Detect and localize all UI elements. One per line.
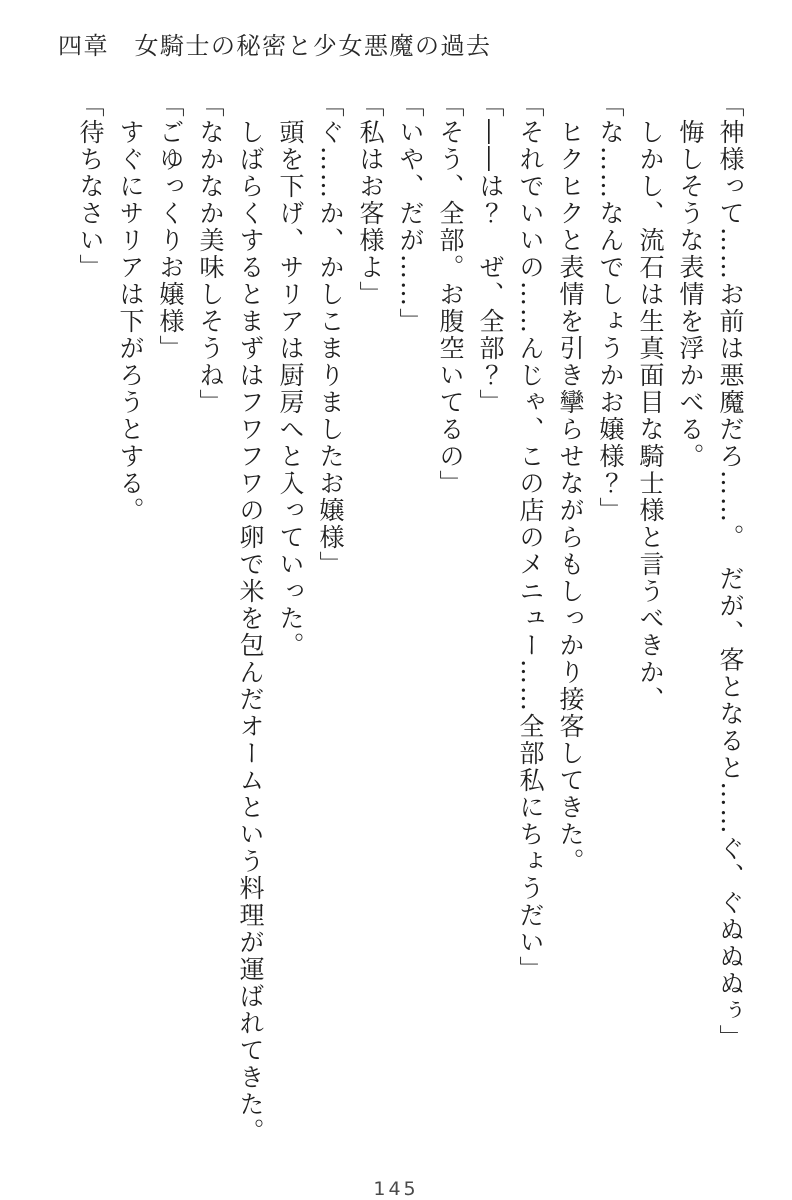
text-line: 「待ちなさい」 (76, 92, 105, 281)
text-line: しばらくするとまずはフワフワの卵で米を包んだオームという料理が運ばれてきた。 (236, 92, 265, 1145)
chapter-heading: 四章 女騎士の秘密と少女悪魔の過去 (58, 32, 492, 60)
text-line: 「ぐ……か、かしこまりましたお嬢様」 (316, 92, 345, 578)
text-line: 「な……なんでしょうかお嬢様？」 (596, 92, 625, 524)
text-line: ヒクヒクと表情を引き攣らせながらもしっかり接客してきた。 (556, 92, 585, 875)
text-line: 「なかなか美味しそうね」 (196, 92, 225, 416)
text-line: 「いや、だが……」 (396, 92, 425, 335)
text-line: 「神様って……お前は悪魔だろ……。 だが、客となると……ぐ、ぐぬぬぬぅ」 (716, 92, 745, 1052)
text-line: 「そう、全部。お腹空いてるの」 (436, 92, 465, 497)
text-line: 「――は？ ぜ、全部？」 (476, 92, 505, 416)
text-line: 頭を下げ、サリアは厨房へと入っていった。 (276, 92, 305, 659)
text-line: 悔しそうな表情を浮かべる。 (676, 92, 705, 470)
text-line: しかし、流石は生真面目な騎士様と言うべきか、 (636, 92, 665, 713)
body-text (70, 92, 750, 1154)
text-line: 「ごゆっくりお嬢様」 (156, 92, 185, 362)
text-line: 「それでいいの……んじゃ、この店のメニュー……全部私にちょうだい」 (516, 92, 545, 983)
text-line: すぐにサリアは下がろうとする。 (116, 92, 145, 524)
page-number: 145 (373, 1178, 419, 1200)
text-line: 「私はお客様よ」 (356, 92, 385, 308)
